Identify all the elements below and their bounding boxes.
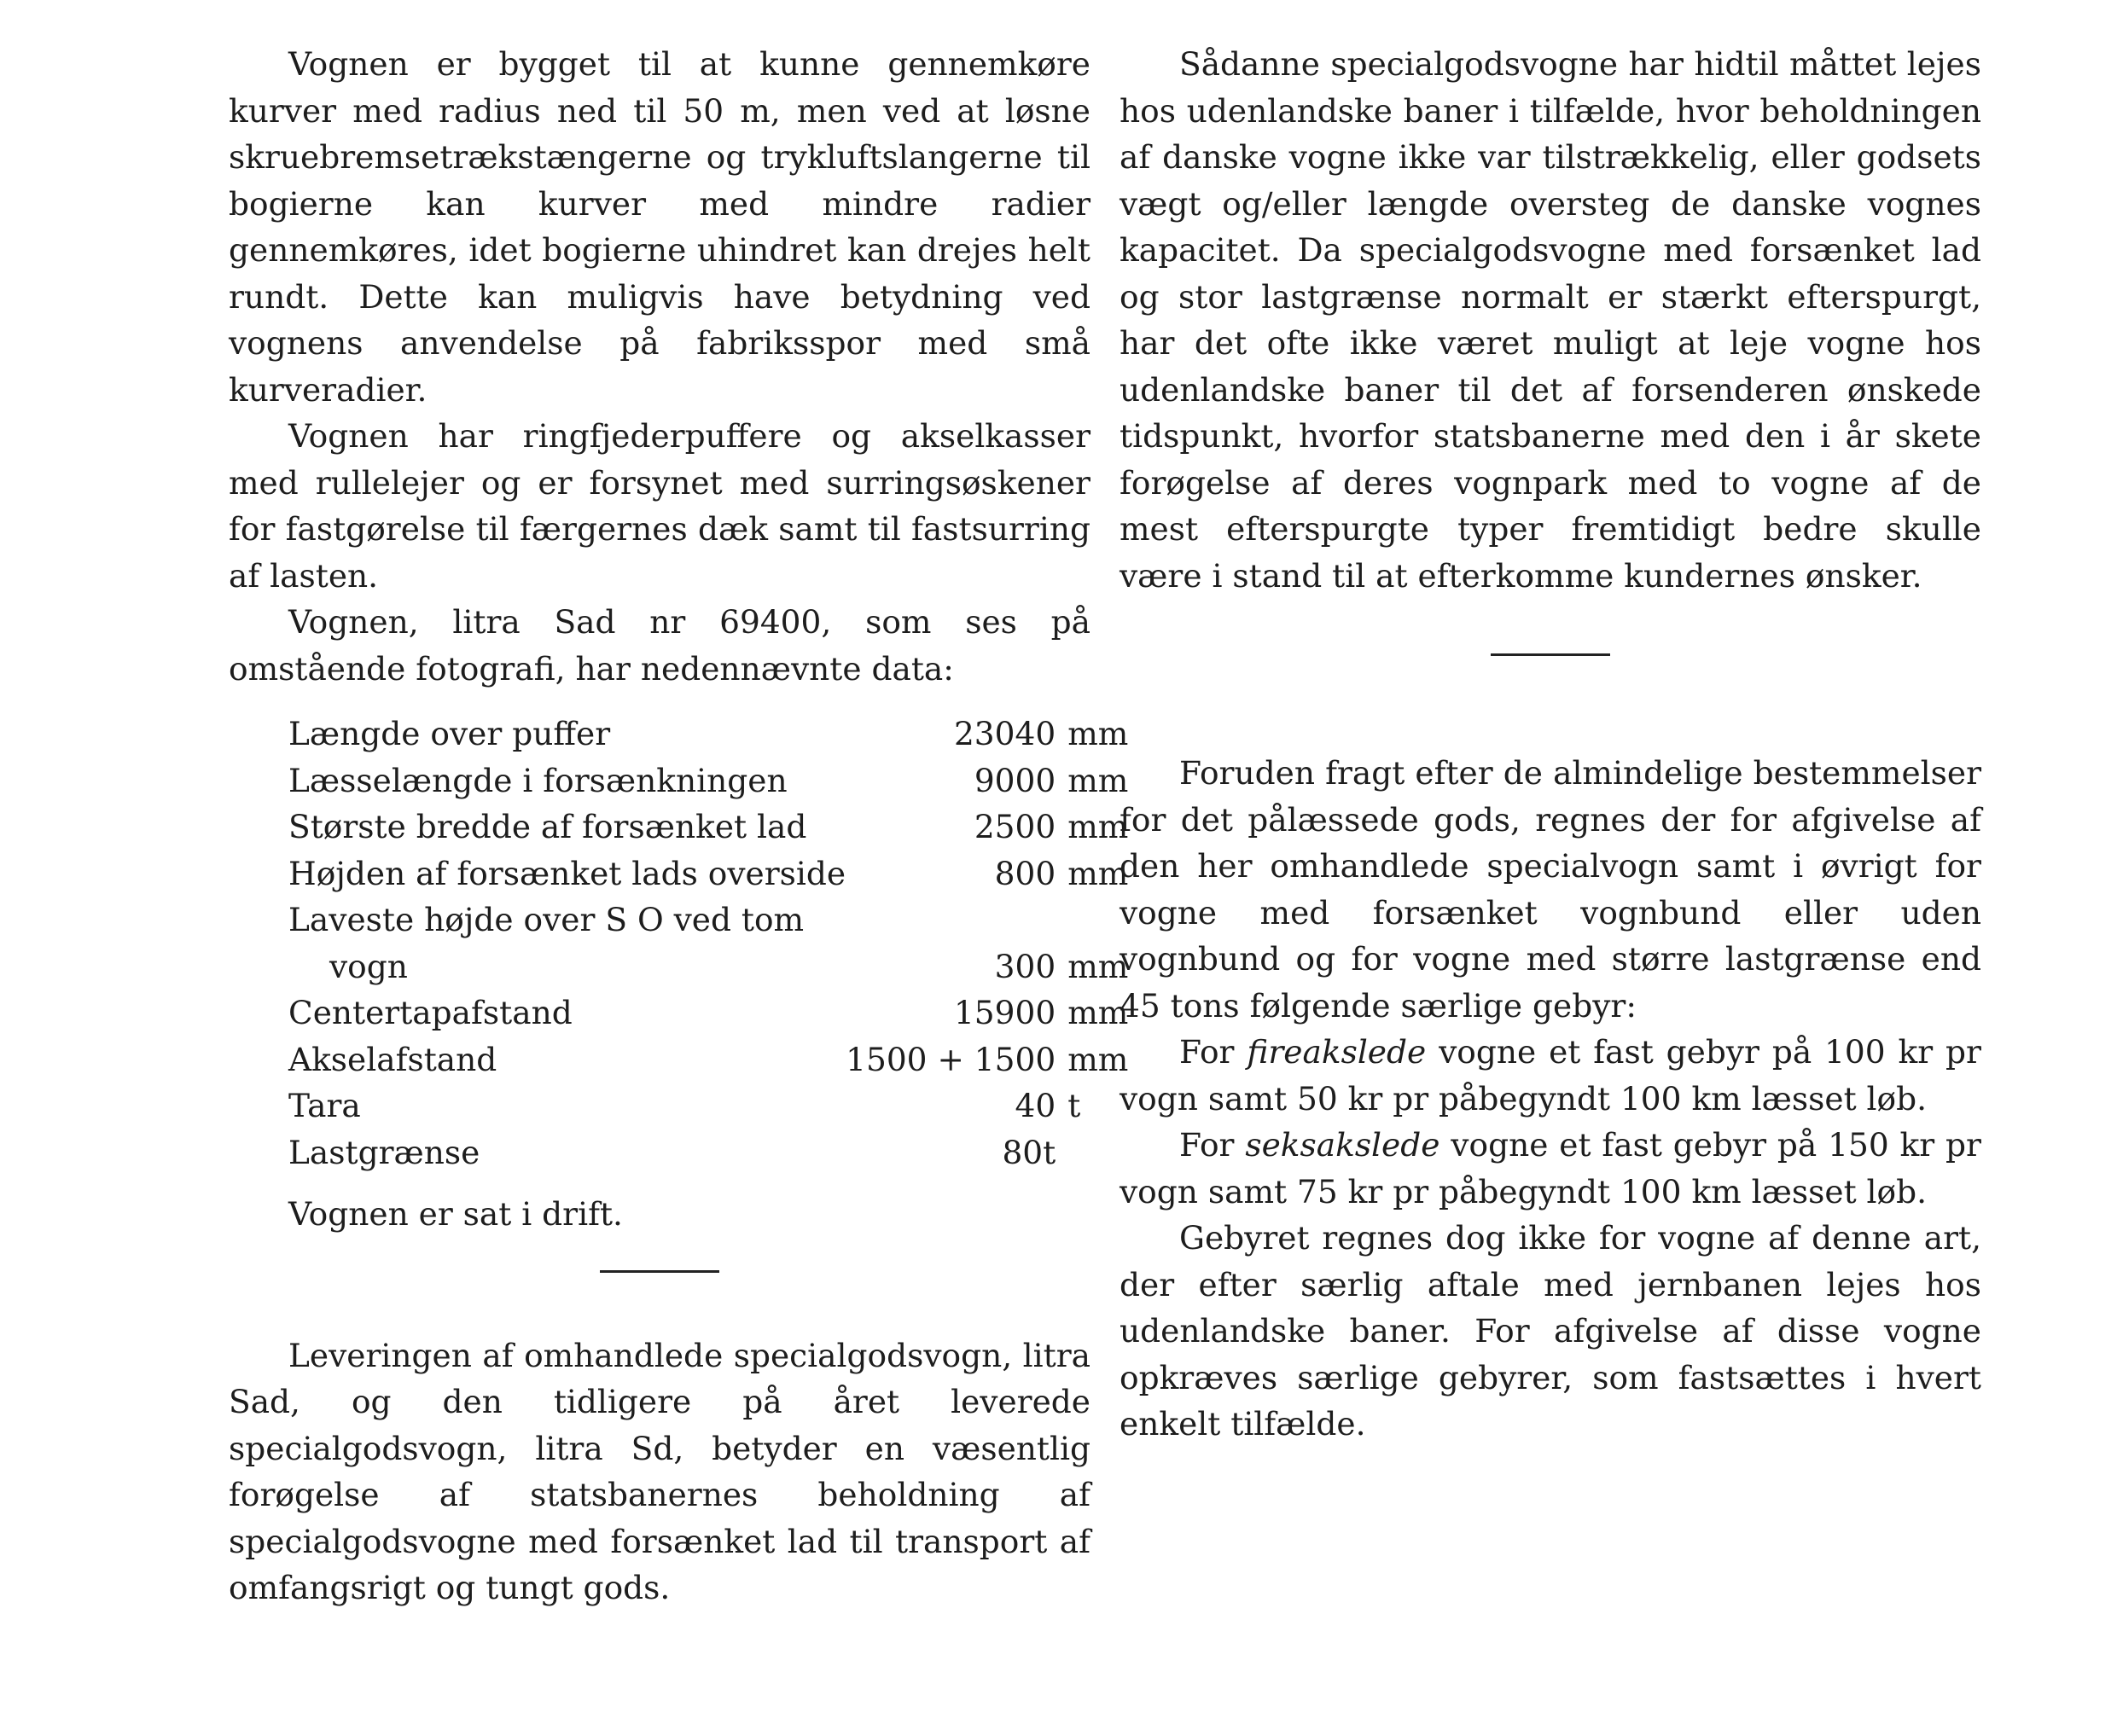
spec-label: Akselafstand: [288, 1040, 497, 1078]
spec-value: 15900: [953, 994, 1056, 1031]
spec-value: [846, 897, 1067, 943]
spec-label: Centertapafstand: [288, 994, 573, 1031]
spec-row: [288, 943, 1128, 990]
right-column: [1120, 41, 1981, 1448]
spec-row: [288, 711, 1128, 758]
spec-value: 40: [1015, 1087, 1056, 1124]
spec-row: [288, 990, 1128, 1036]
spec-value: 800: [994, 854, 1056, 892]
spec-label: Længde over puffer: [288, 715, 611, 752]
spec-value: 9000: [974, 761, 1056, 799]
spec-label: Laveste højde over S O ved tom: [288, 901, 805, 938]
fee-text-suffix: vogne et fast gebyr på 150 kr pr vogn samt 75 kr pr påbegyndt 100 km læsset løb.: [1120, 1126, 1981, 1211]
section-divider-left: [600, 1270, 719, 1273]
spec-value: 300: [994, 947, 1056, 985]
spec-row: [288, 1036, 1128, 1083]
spec-value: 1500 + 1500: [846, 1040, 1056, 1078]
fee-text-prefix: For: [1179, 1033, 1248, 1071]
left-paragraph-1: Vognen er bygget til at kunne gennemkøre kurver med radius ned til 50 m, men ved at løsne skruebremsetrækstængerne og trykluftslangerne til bogierne kan kurver med mindre radier gennemkøres, idet bogierne uhindret kan drejes helt rundt. Dette kan muligvis have betydning ved vognens anvendelse på fabriksspor med små kurveradier.: [229, 45, 1090, 409]
right-paragraph-3: [1120, 1029, 1981, 1122]
spec-unit: mm: [1067, 994, 1129, 1031]
spec-unit: t: [1067, 1087, 1081, 1124]
fee-text-prefix: For: [1179, 1126, 1246, 1164]
spec-label: Højden af forsænket lads overside: [288, 854, 846, 892]
right-paragraph-5: Gebyret regnes dog ikke for vogne af denne art, der efter særlig aftale med jernbanen lejes hos udenlandske baner. For afgivelse af disse vogne opkræves særlige gebyrer, som fastsættes i hvert enkelt tilfælde.: [1120, 1219, 1981, 1443]
left-column: [229, 41, 1129, 1611]
spec-row: [288, 758, 1128, 804]
spec-unit: mm: [1067, 854, 1129, 892]
spec-unit: mm: [1067, 947, 1129, 985]
left-paragraph-4: Vognen er sat i drift.: [288, 1195, 623, 1233]
right-paragraph-2: Foruden fragt efter de almindelige bestemmelser for det pålæssede gods, regnes der for afgivelse af den her omhandlede specialvogn samt i øvrigt for vogne med forsænket vognbund eller uden vognbund og for vogne med større lastgrænse end 45 tons følgende særlige gebyr:: [1120, 754, 1981, 1025]
spec-label: Lastgrænse: [288, 1133, 480, 1171]
spec-unit: mm: [1067, 1040, 1129, 1078]
spec-unit: mm: [1067, 715, 1129, 752]
left-paragraph-3: Vognen, litra Sad nr 69400, som ses på omstående fotografi, har nedennævnte data:: [229, 603, 1090, 688]
fee-axle-type: fireakslede: [1247, 1033, 1427, 1071]
section-divider-right: [1491, 653, 1610, 656]
spec-label: Største bredde af forsænket lad: [288, 808, 807, 845]
spec-label: Læsselængde i forsænkningen: [288, 761, 788, 799]
right-paragraph-1: Sådanne specialgodsvogne har hidtil måttet lejes hos udenlandske baner i tilfælde, hvor beholdningen af danske vogne ikke var tilstrækkelig, eller godsets vægt og/eller længde oversteg de danske vognes kapacitet. Da specialgodsvogne med forsænket lad og stor lastgrænse normalt er stærkt efterspurgt, har det ofte ikke været muligt at leje vogne hos udenlandske baner til det af forsenderen ønskede tidspunkt, hvorfor statsbanerne med den i år skete forøgelse af deres vognpark med to vogne af de mest efterspurgte typer fremtidigt bedre skulle være i stand til at efterkomme kundernes ønsker.: [1120, 45, 1981, 595]
spec-unit: mm: [1067, 761, 1129, 799]
spec-value: 23040: [953, 715, 1056, 752]
spec-value: 2500: [974, 808, 1056, 845]
spec-label: Tara: [288, 1087, 361, 1124]
spec-table: [288, 711, 1128, 1176]
spec-row: [288, 851, 1128, 897]
fee-text-suffix: vogne et fast gebyr på 100 kr pr vogn samt 50 kr pr påbegyndt 100 km læsset løb.: [1120, 1033, 1981, 1118]
left-paragraph-2: Vognen har ringfjederpuffere og akselkasser med rullelejer og er forsynet med surringsøskener for fastgørelse til færgernes dæk samt til fastsurring af lasten.: [229, 417, 1090, 595]
fee-axle-type: seksakslede: [1245, 1126, 1440, 1164]
spec-row: [288, 1129, 1128, 1176]
spec-row: [288, 897, 1128, 943]
spec-label: vogn: [329, 947, 408, 985]
left-paragraph-5: Leveringen af omhandlede specialgodsvogn, litra Sad, og den tidligere på året leverede specialgodsvogn, litra Sd, betyder en væsentlig forøgelse af statsbanernes beholdning af specialgodsvogne med forsænket lad til transport af omfangsrigt og tungt gods.: [229, 1336, 1090, 1606]
spec-unit: mm: [1067, 808, 1129, 845]
right-paragraph-4: [1120, 1122, 1981, 1215]
spec-row: [288, 804, 1128, 851]
spec-value: 80t: [1002, 1133, 1056, 1171]
spec-row: [288, 1083, 1128, 1129]
